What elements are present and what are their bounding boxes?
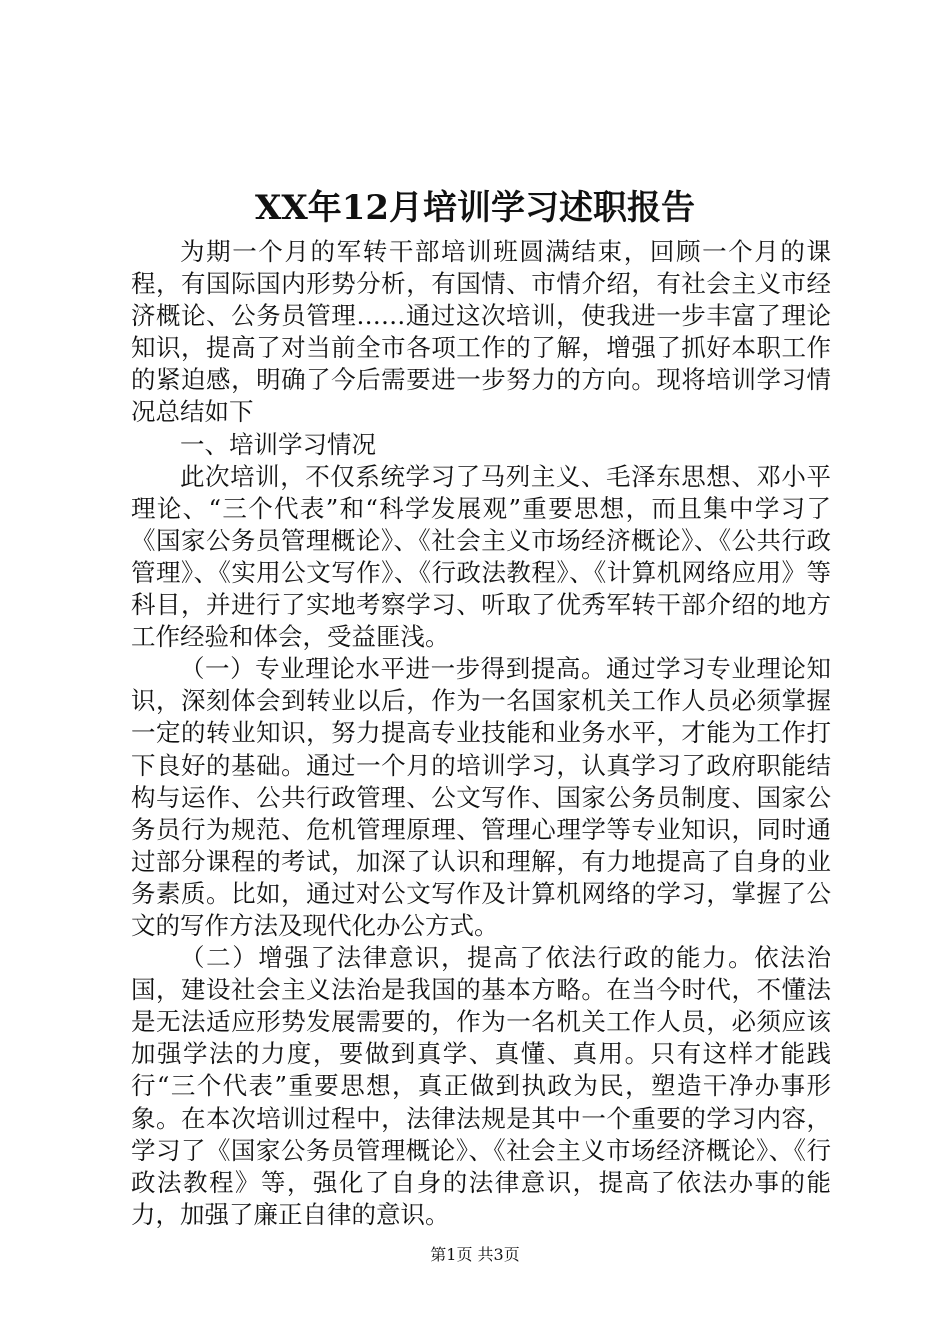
paragraph-professional-theory: （一）专业理论水平进一步得到提高。通过学习专业理论知识，深刻体会到转业以后，作为一名国家机关工作人员必须掌握一定的转业知识，努力提高专业技能和业务水平，才能为工作打下良好的基础。通过一个月的培训学习，认真学习了政府职能结构与运作、公共行政管理、公文写作、国家公务员制度、国家公务员行为规范、危机管理原理、管理心理学等专业知识，同时通过部分课程的考试，加深了认识和理解，有力地提高了自身的业务素质。比如，通过对公文写作及计算机网络的学习，掌握了公文的写作方法及现代化办公方式。 <box>131 654 831 940</box>
section-heading-training: 一、培训学习情况 <box>180 429 376 459</box>
document-title: XX年12月培训学习述职报告 <box>254 188 696 228</box>
paragraph-intro: 为期一个月的军转干部培训班圆满结束，回顾一个月的课程，有国际国内形势分析，有国情、市情介绍，有社会主义市经济概论、公务员管理……通过这次培训，使我进一步丰富了理论知识，提高了对当前全市各项工作的了解，增强了抓好本职工作的紧迫感，明确了今后需要进一步努力的方向。现将培训学习情况总结如下 <box>131 237 831 427</box>
paragraph-legal-awareness: （二）增强了法律意识，提高了依法行政的能力。依法治国，建设社会主义法治是我国的基本方略。在当今时代，不懂法是无法适应形势发展需要的，作为一名机关工作人员，必须应该加强学法的力度，要做到真学、真懂、真用。只有这样才能践行“三个代表”重要思想，真正做到执政为民，塑造干净办事形象。在本次培训过程中，法律法规是其中一个重要的学习内容，学习了《国家公务员管理概论》、《社会主义市场经济概论》、《行政法教程》等，强化了自身的法律意识，提高了依法办事的能力，加强了廉正自律的意识。 <box>131 943 831 1229</box>
paragraph-training-overview: 此次培训，不仅系统学习了马列主义、毛泽东思想、邓小平理论、“三个代表”和“科学发展观”重要思想，而且集中学习了《国家公务员管理概论》、《社会主义市场经济概论》、《公共行政管理》、《实用公文写作》、《行政法教程》、《计算机网络应用》等科目，并进行了实地考察学习、听取了优秀军转干部介绍的地方工作经验和体会，受益匪浅。 <box>131 461 831 652</box>
document-body <box>131 236 831 1231</box>
page-number-footer: 第1页 共3页 <box>430 1245 520 1264</box>
